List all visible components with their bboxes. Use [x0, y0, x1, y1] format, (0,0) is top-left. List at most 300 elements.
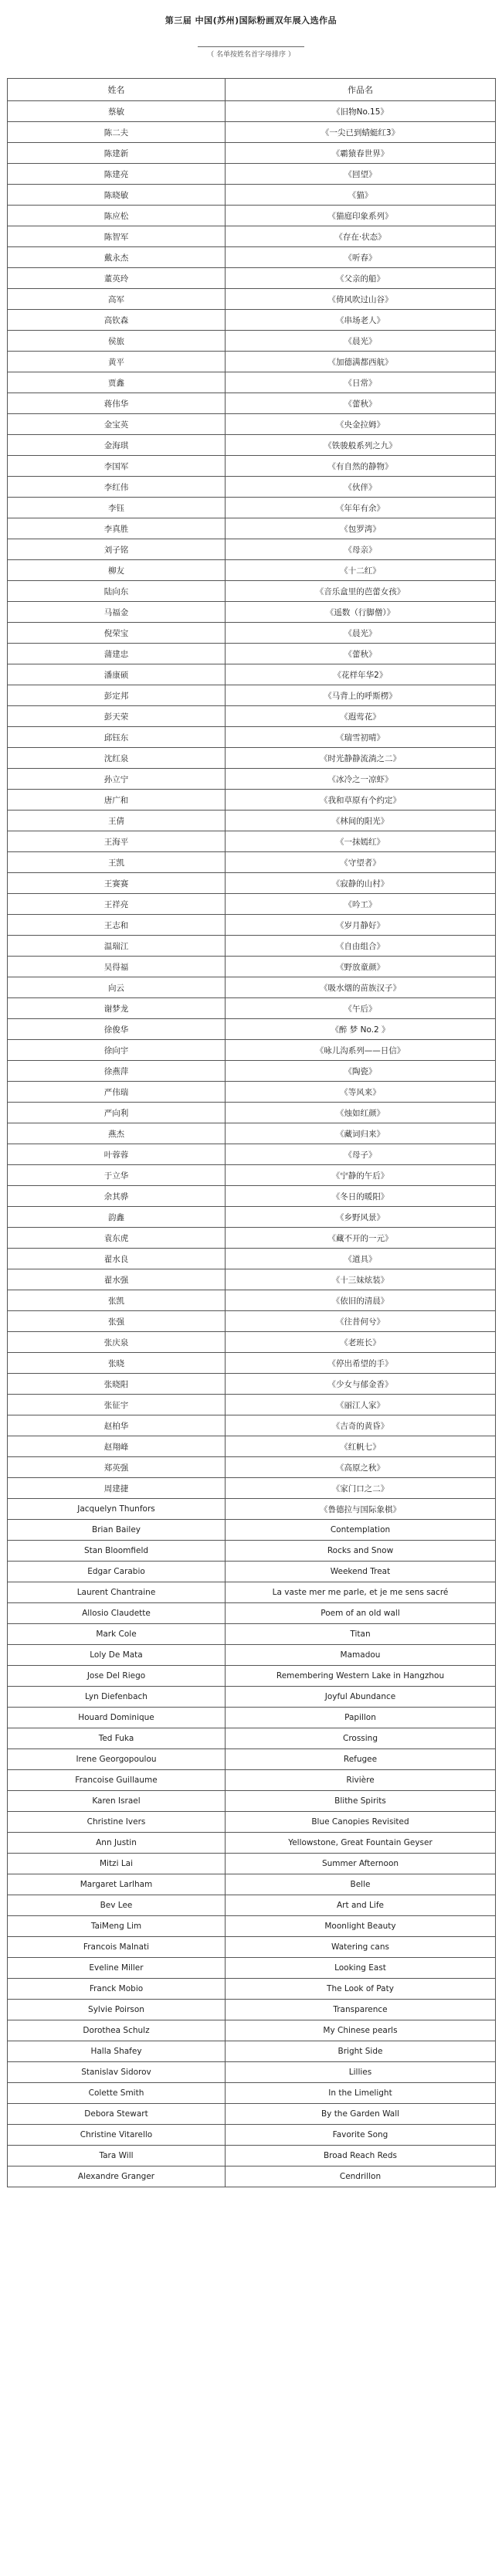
artwork-title-cell: By the Garden Wall — [226, 2104, 496, 2125]
table-row — [8, 1186, 496, 1207]
artwork-title-cell: 《藏词归来》 — [226, 1123, 496, 1144]
artist-name-cell: Francois Malnati — [8, 1937, 226, 1958]
table-row — [8, 915, 496, 936]
artwork-title-cell: 《少女与郁金香》 — [226, 1374, 496, 1395]
artist-name-cell: Ted Fuka — [8, 1728, 226, 1749]
table-row — [8, 414, 496, 435]
artwork-title-cell: 《母亲》 — [226, 539, 496, 560]
artist-name-cell: Christine Ivers — [8, 1812, 226, 1833]
artwork-title-cell: 《林间的阳光》 — [226, 811, 496, 831]
artwork-title-cell: 《包罗湾》 — [226, 518, 496, 539]
artist-name-cell: 侯旅 — [8, 331, 226, 352]
artist-name-cell: Edgar Carabio — [8, 1562, 226, 1582]
artist-name-cell: 温瑞江 — [8, 936, 226, 957]
artwork-title-cell: 《乡野风景》 — [226, 1207, 496, 1228]
table-row — [8, 1708, 496, 1728]
artist-name-cell: Tara Will — [8, 2146, 226, 2166]
artwork-title-cell: 《我和草原有个约定》 — [226, 790, 496, 811]
table-row — [8, 1457, 496, 1478]
table-row — [8, 1103, 496, 1123]
table-row — [8, 977, 496, 998]
artwork-title-cell: Yellowstone, Great Fountain Geyser — [226, 1833, 496, 1854]
artwork-title-cell: 《音乐盒里的芭蕾女孩》 — [226, 581, 496, 602]
artist-name-cell: Jacquelyn Thunfors — [8, 1499, 226, 1520]
artwork-title-cell: 《冰冷之一凉虾》 — [226, 769, 496, 790]
artwork-title-cell: 《家门口之二》 — [226, 1478, 496, 1499]
artwork-title-cell: 《守望者》 — [226, 852, 496, 873]
table-row — [8, 539, 496, 560]
table-row — [8, 1770, 496, 1791]
artwork-title-cell: 《遥数（行脚僧）》 — [226, 602, 496, 623]
table-row — [8, 873, 496, 894]
table-row — [8, 1374, 496, 1395]
artist-name-cell: Halla Shafey — [8, 2041, 226, 2062]
table-header-row — [8, 79, 496, 101]
artwork-title-cell: Crossing — [226, 1728, 496, 1749]
table-row — [8, 1749, 496, 1770]
artwork-title-cell: 《十三妹炫装》 — [226, 1269, 496, 1290]
artist-name-cell: 董英玲 — [8, 268, 226, 289]
table-row — [8, 498, 496, 518]
artwork-title-cell: 《蕾秋》 — [226, 644, 496, 664]
table-row — [8, 1895, 496, 1916]
table-row — [8, 1269, 496, 1290]
artwork-title-cell: Mamadou — [226, 1645, 496, 1666]
table-row — [8, 2104, 496, 2125]
artist-name-cell: 蒋伟华 — [8, 393, 226, 414]
artist-name-cell: 柳友 — [8, 560, 226, 581]
artist-name-cell: 邱钰东 — [8, 727, 226, 748]
entries-table — [7, 78, 496, 2187]
artwork-title-cell: Rivière — [226, 1770, 496, 1791]
subtitle-wrap — [0, 28, 502, 63]
artwork-title-cell: 《红帆七》 — [226, 1436, 496, 1457]
table-row — [8, 1332, 496, 1353]
artwork-title-cell: 《霸猿春世界》 — [226, 143, 496, 164]
table-row — [8, 477, 496, 498]
table-row — [8, 811, 496, 831]
table-row — [8, 143, 496, 164]
table-row — [8, 1395, 496, 1415]
artwork-title-cell: Bright Side — [226, 2041, 496, 2062]
artwork-title-cell: 《冬日的暖阳》 — [226, 1186, 496, 1207]
artwork-title-cell: Looking East — [226, 1958, 496, 1979]
artist-name-cell: Franck Mobio — [8, 1979, 226, 2000]
table-row — [8, 2125, 496, 2146]
artwork-title-cell: 《醉 梦 No.2 》 — [226, 1019, 496, 1040]
table-row — [8, 1624, 496, 1645]
artist-name-cell: 余其骅 — [8, 1186, 226, 1207]
artist-name-cell: Laurent Chantraine — [8, 1582, 226, 1603]
table-row — [8, 1061, 496, 1082]
artist-name-cell: Eveline Miller — [8, 1958, 226, 1979]
table-row — [8, 1082, 496, 1103]
artwork-title-cell: Contemplation — [226, 1520, 496, 1541]
table-row — [8, 268, 496, 289]
table-row — [8, 1436, 496, 1457]
table-row — [8, 998, 496, 1019]
table-body — [8, 101, 496, 2187]
artist-name-cell: 陈应松 — [8, 206, 226, 226]
table-row — [8, 1353, 496, 1374]
table-row — [8, 1207, 496, 1228]
artist-name-cell: 王海平 — [8, 831, 226, 852]
artist-name-cell: 高军 — [8, 289, 226, 310]
table-row — [8, 644, 496, 664]
artwork-title-cell: 《猫》 — [226, 185, 496, 206]
table-row — [8, 1499, 496, 1520]
artwork-title-cell: In the Limelight — [226, 2083, 496, 2104]
artist-name-cell: 王赛赛 — [8, 873, 226, 894]
artist-name-cell: 周建捷 — [8, 1478, 226, 1499]
artist-name-cell: 严向利 — [8, 1103, 226, 1123]
artist-name-cell: 王祥亮 — [8, 894, 226, 915]
artist-name-cell: 潘康硕 — [8, 664, 226, 685]
artwork-title-cell: Lillies — [226, 2062, 496, 2083]
table-row — [8, 581, 496, 602]
artwork-title-cell: 《串场老人》 — [226, 310, 496, 331]
artist-name-cell: 张凯 — [8, 1290, 226, 1311]
artwork-title-cell: 《听春》 — [226, 247, 496, 268]
artist-name-cell: 郑英强 — [8, 1457, 226, 1478]
artist-name-cell: 唐广和 — [8, 790, 226, 811]
table-row — [8, 331, 496, 352]
table-row — [8, 685, 496, 706]
artist-name-cell: Loly De Mata — [8, 1645, 226, 1666]
table-row — [8, 1040, 496, 1061]
artist-name-cell: 李真胜 — [8, 518, 226, 539]
table-row — [8, 936, 496, 957]
table-row — [8, 769, 496, 790]
artwork-title-cell: Transparence — [226, 2000, 496, 2020]
artist-name-cell: Allosio Claudette — [8, 1603, 226, 1624]
artist-name-cell: Brian Bailey — [8, 1520, 226, 1541]
artwork-title-cell: Weekend Treat — [226, 1562, 496, 1582]
artist-name-cell: 翟水强 — [8, 1269, 226, 1290]
artwork-title-cell: Poem of an old wall — [226, 1603, 496, 1624]
artist-name-cell: 张征宇 — [8, 1395, 226, 1415]
artist-name-cell: 于立华 — [8, 1165, 226, 1186]
artist-name-cell: 沈红泉 — [8, 748, 226, 769]
artist-name-cell: Ann Justin — [8, 1833, 226, 1854]
artwork-title-cell: 《日常》 — [226, 372, 496, 393]
page-title: 第三届 中国(苏州)国际粉画双年展入选作品 — [165, 15, 337, 25]
artist-name-cell: 翟水良 — [8, 1249, 226, 1269]
artist-name-cell: Lyn Diefenbach — [8, 1687, 226, 1708]
table-row — [8, 206, 496, 226]
artwork-title-cell: My Chinese pearls — [226, 2020, 496, 2041]
artwork-title-cell: 《丽江人家》 — [226, 1395, 496, 1415]
artist-name-cell: Dorothea Schulz — [8, 2020, 226, 2041]
table-row — [8, 456, 496, 477]
table-row — [8, 372, 496, 393]
artwork-title-cell: 《十二红》 — [226, 560, 496, 581]
table-row — [8, 1144, 496, 1165]
table-row — [8, 185, 496, 206]
table-row — [8, 1728, 496, 1749]
artwork-title-cell: 《倚风吹过山谷》 — [226, 289, 496, 310]
artwork-title-cell: Favorite Song — [226, 2125, 496, 2146]
artist-name-cell: Debora Stewart — [8, 2104, 226, 2125]
artwork-title-cell: Blue Canopies Revisited — [226, 1812, 496, 1833]
artwork-title-cell: Summer Afternoon — [226, 1854, 496, 1874]
table-row — [8, 1979, 496, 2000]
table-row — [8, 1520, 496, 1541]
table-row — [8, 706, 496, 727]
artwork-title-cell: 《马背上的呼斯楞》 — [226, 685, 496, 706]
artwork-title-cell: 《铁骏般系列之九》 — [226, 435, 496, 456]
artwork-title-cell: 《央金拉姆》 — [226, 414, 496, 435]
table-row — [8, 1874, 496, 1895]
table-row — [8, 1666, 496, 1687]
artwork-title-cell: 《午后》 — [226, 998, 496, 1019]
table-row — [8, 226, 496, 247]
table-row — [8, 164, 496, 185]
artist-name-cell: 张晓 — [8, 1353, 226, 1374]
artwork-title-cell: 《伙伴》 — [226, 477, 496, 498]
table-row — [8, 1812, 496, 1833]
artist-name-cell: 戴永杰 — [8, 247, 226, 268]
artist-name-cell: 蔡敏 — [8, 101, 226, 122]
artist-name-cell: 袁东虎 — [8, 1228, 226, 1249]
artist-name-cell: 燕杰 — [8, 1123, 226, 1144]
table-row — [8, 122, 496, 143]
table-row — [8, 1854, 496, 1874]
artwork-title-cell: 《一抹嫣红》 — [226, 831, 496, 852]
table-row — [8, 1478, 496, 1499]
table-row — [8, 1290, 496, 1311]
table-row — [8, 1687, 496, 1708]
artist-name-cell: 叶蓉蓉 — [8, 1144, 226, 1165]
table-row — [8, 1165, 496, 1186]
artwork-title-cell: Cendrillon — [226, 2166, 496, 2187]
table-row — [8, 2041, 496, 2062]
artist-name-cell: 徐俊华 — [8, 1019, 226, 1040]
table-row — [8, 1582, 496, 1603]
artist-name-cell: 向云 — [8, 977, 226, 998]
artwork-title-cell: Papillon — [226, 1708, 496, 1728]
artwork-title-cell: 《蕾秋》 — [226, 393, 496, 414]
artwork-title-cell: 《时光静静流淌之二》 — [226, 748, 496, 769]
artist-name-cell: 贾鑫 — [8, 372, 226, 393]
table-row — [8, 2146, 496, 2166]
artwork-title-cell: Remembering Western Lake in Hangzhou — [226, 1666, 496, 1687]
artist-name-cell: 陆向东 — [8, 581, 226, 602]
artwork-title-cell: 《道具》 — [226, 1249, 496, 1269]
artwork-title-cell: Art and Life — [226, 1895, 496, 1916]
artwork-title-cell: 《吉奇的黄昏》 — [226, 1415, 496, 1436]
artist-name-cell: Mark Cole — [8, 1624, 226, 1645]
artwork-title-cell: 《高原之秋》 — [226, 1457, 496, 1478]
artwork-title-cell: 《鲁德拉与国际象棋》 — [226, 1499, 496, 1520]
artist-name-cell: TaiMeng Lim — [8, 1916, 226, 1937]
artwork-title-cell: 《宁静的午后》 — [226, 1165, 496, 1186]
table-row — [8, 2000, 496, 2020]
artist-name-cell: Sylvie Poirson — [8, 2000, 226, 2020]
artwork-title-cell: 《野放童颜》 — [226, 957, 496, 977]
table-row — [8, 1019, 496, 1040]
table-row — [8, 790, 496, 811]
artist-name-cell: 倪荣宝 — [8, 623, 226, 644]
artist-name-cell: 陈建亮 — [8, 164, 226, 185]
table-row — [8, 831, 496, 852]
artwork-title-cell: 《年年有余》 — [226, 498, 496, 518]
table-row — [8, 1228, 496, 1249]
artist-name-cell: 孙立宁 — [8, 769, 226, 790]
table-row — [8, 560, 496, 581]
artwork-title-cell: 《烛如红颜》 — [226, 1103, 496, 1123]
artist-name-cell: 王倩 — [8, 811, 226, 831]
table-row — [8, 352, 496, 372]
table-row — [8, 957, 496, 977]
table-row — [8, 247, 496, 268]
artwork-title-cell: 《岁月静好》 — [226, 915, 496, 936]
table-row — [8, 1562, 496, 1582]
artist-name-cell: 赵翔峰 — [8, 1436, 226, 1457]
artwork-title-cell: 《母子》 — [226, 1144, 496, 1165]
artist-name-cell: 张晓阳 — [8, 1374, 226, 1395]
artist-name-cell: 高钦森 — [8, 310, 226, 331]
artwork-title-cell: 《依旧的清晨》 — [226, 1290, 496, 1311]
table-row — [8, 2020, 496, 2041]
table-row — [8, 1645, 496, 1666]
artist-name-cell: Christine Vitarello — [8, 2125, 226, 2146]
artist-name-cell: 谢梦龙 — [8, 998, 226, 1019]
table-row — [8, 393, 496, 414]
table-row — [8, 1123, 496, 1144]
table-row — [8, 1541, 496, 1562]
table-row — [8, 1311, 496, 1332]
artist-name-cell: 黄平 — [8, 352, 226, 372]
artwork-title-cell: The Look of Paty — [226, 1979, 496, 2000]
table-row — [8, 664, 496, 685]
artist-name-cell: Houard Dominique — [8, 1708, 226, 1728]
artist-name-cell: Alexandre Granger — [8, 2166, 226, 2187]
artist-name-cell: 刘子铭 — [8, 539, 226, 560]
artwork-title-cell: 《回望》 — [226, 164, 496, 185]
artwork-title-cell: 《自由组合》 — [226, 936, 496, 957]
artwork-title-cell: 《吟工》 — [226, 894, 496, 915]
table-row — [8, 2062, 496, 2083]
artist-name-cell: Bev Lee — [8, 1895, 226, 1916]
artist-name-cell: Francoise Guillaume — [8, 1770, 226, 1791]
table-row — [8, 310, 496, 331]
table-row — [8, 1249, 496, 1269]
artist-name-cell: 李国军 — [8, 456, 226, 477]
artwork-title-cell: Belle — [226, 1874, 496, 1895]
artist-name-cell: Mitzi Lai — [8, 1854, 226, 1874]
artist-name-cell: 徐燕萍 — [8, 1061, 226, 1082]
artist-name-cell: 王志和 — [8, 915, 226, 936]
artwork-title-cell: 《陶瓷》 — [226, 1061, 496, 1082]
artwork-title-cell: Refugee — [226, 1749, 496, 1770]
table-row — [8, 1603, 496, 1624]
artist-name-cell: Stanislav Sidorov — [8, 2062, 226, 2083]
artwork-title-cell: 《遐莺花》 — [226, 706, 496, 727]
table-row — [8, 1937, 496, 1958]
artist-name-cell: 韵鑫 — [8, 1207, 226, 1228]
artist-name-cell: 赵柏华 — [8, 1415, 226, 1436]
artist-name-cell: Jose Del Riego — [8, 1666, 226, 1687]
artist-name-cell: 陈智军 — [8, 226, 226, 247]
column-header-name: 姓名 — [8, 79, 226, 101]
artwork-title-cell: Broad Reach Reds — [226, 2146, 496, 2166]
artwork-title-cell: 《有自然的静物》 — [226, 456, 496, 477]
artwork-title-cell: 《猫庭印象系列》 — [226, 206, 496, 226]
table-row — [8, 289, 496, 310]
table-row — [8, 518, 496, 539]
table-row — [8, 852, 496, 873]
artwork-title-cell: 《一尖已到蜻蜓红3》 — [226, 122, 496, 143]
table-row — [8, 727, 496, 748]
artist-name-cell: 彭天荣 — [8, 706, 226, 727]
table-row — [8, 435, 496, 456]
table-row — [8, 2166, 496, 2187]
artist-name-cell: 李钰 — [8, 498, 226, 518]
artwork-title-cell: 《寂静的山村》 — [226, 873, 496, 894]
artist-name-cell: 马福金 — [8, 602, 226, 623]
artist-name-cell: 严伟瑞 — [8, 1082, 226, 1103]
table-row — [8, 1958, 496, 1979]
artwork-title-cell: 《往昔何兮》 — [226, 1311, 496, 1332]
column-header-title: 作品名 — [226, 79, 496, 101]
artwork-title-cell: 《父亲的船》 — [226, 268, 496, 289]
artwork-title-cell: 《停出希望的手》 — [226, 1353, 496, 1374]
artwork-title-cell: 《咏儿沟系列——日信》 — [226, 1040, 496, 1061]
artwork-title-cell: Moonlight Beauty — [226, 1916, 496, 1937]
artist-name-cell: Colette Smith — [8, 2083, 226, 2104]
artist-name-cell: 王凯 — [8, 852, 226, 873]
artist-name-cell: 陈建新 — [8, 143, 226, 164]
artist-name-cell: 蒲建忠 — [8, 644, 226, 664]
artwork-title-cell: 《等风来》 — [226, 1082, 496, 1103]
page-subtitle: （ 名单按姓名首字母排序 ） — [198, 46, 304, 60]
artist-name-cell: 彭定邦 — [8, 685, 226, 706]
artwork-title-cell: Joyful Abundance — [226, 1687, 496, 1708]
artist-name-cell: 陈晓敏 — [8, 185, 226, 206]
artwork-title-cell: Rocks and Snow — [226, 1541, 496, 1562]
artwork-title-cell: 《晨光》 — [226, 623, 496, 644]
table-row — [8, 2083, 496, 2104]
artist-name-cell: Irene Georgopoulou — [8, 1749, 226, 1770]
artwork-title-cell: La vaste mer me parle, et je me sens sacré — [226, 1582, 496, 1603]
artist-name-cell: 李红伟 — [8, 477, 226, 498]
table-row — [8, 1916, 496, 1937]
artist-name-cell: 金海琪 — [8, 435, 226, 456]
artist-name-cell: 徐向宇 — [8, 1040, 226, 1061]
artist-name-cell: 陈二夫 — [8, 122, 226, 143]
table-row — [8, 748, 496, 769]
artwork-title-cell: 《旧物No.15》 — [226, 101, 496, 122]
artwork-title-cell: 《晨光》 — [226, 331, 496, 352]
table-row — [8, 894, 496, 915]
table-row — [8, 101, 496, 122]
artist-name-cell: 张庆泉 — [8, 1332, 226, 1353]
artist-name-cell: Karen Israel — [8, 1791, 226, 1812]
table-row — [8, 1415, 496, 1436]
artwork-title-cell: 《老班长》 — [226, 1332, 496, 1353]
artwork-title-cell: 《藏不开的一元》 — [226, 1228, 496, 1249]
artwork-title-cell: 《瑞雪初晴》 — [226, 727, 496, 748]
artwork-title-cell: Watering cans — [226, 1937, 496, 1958]
artwork-title-cell: 《花样年华2》 — [226, 664, 496, 685]
table-row — [8, 602, 496, 623]
artwork-title-cell: 《存在·状态》 — [226, 226, 496, 247]
table-row — [8, 623, 496, 644]
artwork-title-cell: 《加德满都西航》 — [226, 352, 496, 372]
artwork-title-cell: 《吸水烟的苗族汉子》 — [226, 977, 496, 998]
artist-name-cell: 金宝英 — [8, 414, 226, 435]
